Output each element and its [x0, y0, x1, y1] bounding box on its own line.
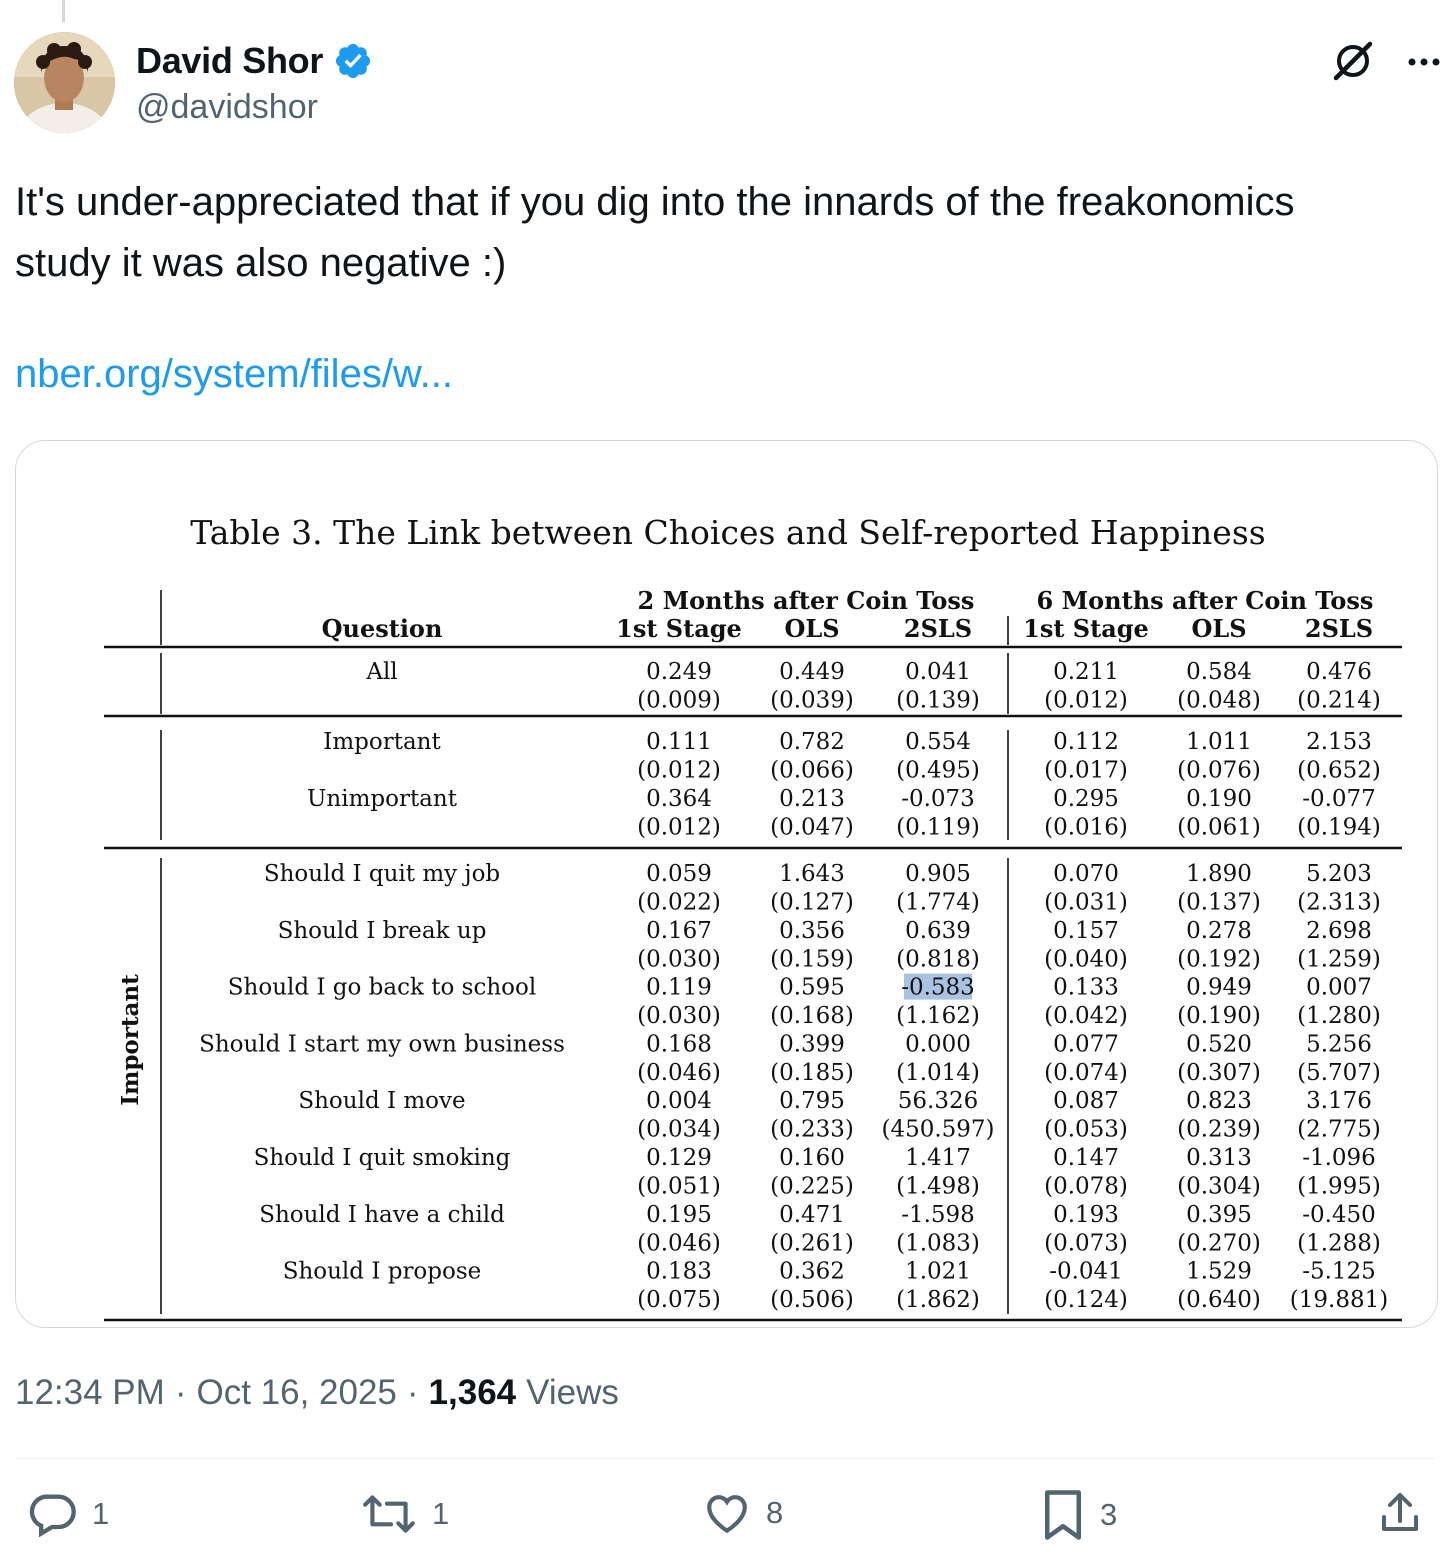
cell-value: 0.949 [1186, 974, 1252, 1001]
cell-value: -1.096 [1302, 1145, 1376, 1171]
tweet-date[interactable]: Oct 16, 2025 [196, 1373, 397, 1412]
views-count: 1,364 [428, 1373, 517, 1412]
cell-std-error: (1.288) [1297, 1230, 1381, 1257]
cell-value: 0.554 [905, 729, 971, 755]
repost-icon [360, 1488, 418, 1540]
cell-std-error: (0.051) [637, 1173, 721, 1200]
cell-value: 0.399 [779, 1031, 845, 1058]
cell-std-error: (0.192) [1177, 946, 1261, 973]
cell-std-error: (0.239) [1177, 1116, 1261, 1143]
cell-value: -0.450 [1302, 1201, 1376, 1228]
column-header: OLS [784, 614, 840, 643]
cell-std-error: (0.261) [770, 1230, 854, 1257]
cell-value: 0.119 [646, 974, 712, 1001]
cell-std-error: (0.009) [637, 687, 721, 714]
cell-value: 5.256 [1306, 1031, 1372, 1058]
cell-value: 0.190 [1186, 785, 1252, 812]
column-header: 2SLS [903, 614, 973, 643]
cell-std-error: (0.075) [637, 1287, 721, 1314]
cell-value: 0.193 [1053, 1201, 1119, 1228]
cell-std-error: (0.040) [1044, 946, 1128, 973]
cell-std-error: (19.881) [1289, 1287, 1389, 1314]
cell-value: 2.698 [1306, 917, 1372, 944]
action-bar [0, 1488, 1456, 1554]
cell-value: 0.295 [1053, 785, 1119, 812]
cell-std-error: (0.185) [770, 1059, 854, 1086]
cell-value: 0.129 [646, 1145, 712, 1171]
cell-value: 0.449 [779, 659, 845, 685]
cell-std-error: (0.030) [637, 1003, 721, 1030]
row-label: All [366, 659, 398, 685]
cell-value: 1.021 [905, 1258, 971, 1285]
cell-std-error: (1.862) [896, 1287, 980, 1314]
group-header-6-months: 6 Months after Coin Toss [1036, 586, 1374, 615]
cell-std-error: (0.048) [1177, 687, 1261, 714]
cell-std-error: (0.159) [770, 946, 854, 973]
cell-value: 0.905 [905, 861, 971, 887]
cell-value: 0.183 [646, 1258, 712, 1285]
cell-value: 0.195 [646, 1201, 712, 1228]
cell-std-error: (1.083) [896, 1230, 980, 1257]
cell-value: 0.112 [1053, 729, 1119, 755]
cell-std-error: (0.012) [1044, 687, 1128, 714]
share-button[interactable] [1376, 1488, 1424, 1538]
cell-value: 2.153 [1306, 729, 1372, 755]
bookmark-icon [1040, 1488, 1086, 1542]
cell-std-error: (0.652) [1297, 757, 1381, 784]
cell-value: 0.639 [905, 917, 971, 944]
cell-value: -5.125 [1302, 1258, 1376, 1285]
row-label: Unimportant [307, 785, 457, 812]
cell-value: 5.203 [1306, 861, 1372, 887]
tweet-text-line: It's under-appreciated that if you dig into the innards of the freakonomics [15, 180, 1295, 224]
cell-std-error: (0.046) [637, 1059, 721, 1086]
column-header: 1st Stage [616, 614, 742, 643]
row-label: Should I go back to school [227, 974, 537, 1001]
cell-std-error: (1.162) [896, 1003, 980, 1030]
cell-std-error: (1.498) [896, 1173, 980, 1200]
row-label: Should I break up [277, 917, 487, 944]
cell-value: 0.584 [1186, 659, 1252, 685]
cell-value: 0.313 [1186, 1145, 1252, 1171]
cell-value: 0.520 [1186, 1031, 1252, 1058]
repost-count: 1 [432, 1496, 450, 1531]
cell-std-error: (0.017) [1044, 757, 1128, 784]
row-label: Should I have a child [259, 1201, 505, 1228]
cell-value: 0.362 [779, 1258, 845, 1285]
cell-std-error: (0.012) [637, 757, 721, 784]
cell-std-error: (0.053) [1044, 1116, 1128, 1143]
cell-value: 0.111 [646, 729, 712, 755]
cell-value: 0.070 [1053, 861, 1119, 887]
cell-value: 0.077 [1053, 1031, 1119, 1058]
cell-value: 0.278 [1186, 917, 1252, 944]
cell-value: 0.147 [1053, 1145, 1119, 1171]
cell-value: 0.133 [1053, 974, 1119, 1001]
cell-std-error: (0.139) [896, 687, 980, 714]
cell-std-error: (0.046) [637, 1230, 721, 1257]
cell-value: 0.168 [646, 1031, 712, 1058]
cell-value: 0.211 [1053, 659, 1119, 685]
cell-std-error: (0.076) [1177, 757, 1261, 784]
cell-std-error: (0.818) [896, 946, 980, 973]
cell-std-error: (0.127) [770, 889, 854, 916]
tweet-text-line: study it was also negative :) [15, 241, 507, 285]
cell-std-error: (0.066) [770, 757, 854, 784]
bookmark-count: 3 [1100, 1497, 1118, 1532]
cell-std-error: (0.137) [1177, 889, 1261, 916]
cell-value: -0.073 [901, 785, 975, 812]
cell-std-error: (0.307) [1177, 1059, 1261, 1086]
table-title: Table 3. The Link between Choices and Self-reported Happiness [190, 513, 1266, 552]
row-label: Important [323, 729, 441, 755]
cell-value: -0.583 [901, 974, 975, 1001]
tweet-time[interactable]: 12:34 PM [15, 1373, 165, 1412]
cell-value: 0.087 [1053, 1088, 1119, 1115]
cell-value: 0.004 [646, 1088, 712, 1115]
reply-button[interactable] [26, 1488, 109, 1540]
cell-value: -0.077 [1302, 785, 1376, 812]
cell-std-error: (1.259) [1297, 946, 1381, 973]
cell-value: 0.823 [1186, 1088, 1252, 1115]
cell-std-error: (0.061) [1177, 814, 1261, 841]
cell-value: 0.213 [779, 785, 845, 812]
cell-value: 0.160 [779, 1145, 845, 1171]
cell-std-error: (1.014) [896, 1059, 980, 1086]
cell-std-error: (0.233) [770, 1116, 854, 1143]
tweet-link[interactable]: nber.org/system/files/w... [15, 352, 453, 396]
cell-std-error: (0.016) [1044, 814, 1128, 841]
group-header-2-months: 2 Months after Coin Toss [637, 586, 975, 615]
cell-std-error: (5.707) [1297, 1059, 1381, 1086]
cell-std-error: (0.640) [1177, 1287, 1261, 1314]
column-header: OLS [1191, 614, 1247, 643]
cell-value: 0.782 [779, 729, 845, 755]
cell-std-error: (2.313) [1297, 889, 1381, 916]
row-label: Should I quit my job [263, 861, 501, 887]
row-label: Should I quit smoking [253, 1145, 511, 1171]
cell-value: -1.598 [901, 1201, 975, 1228]
cell-value: 56.326 [897, 1088, 979, 1115]
reply-icon [26, 1488, 78, 1540]
cell-std-error: (0.074) [1044, 1059, 1128, 1086]
cell-std-error: (0.031) [1044, 889, 1128, 916]
cell-value: 3.176 [1306, 1088, 1372, 1115]
cell-std-error: (0.304) [1177, 1173, 1261, 1200]
author-display-name[interactable]: David Shor [136, 40, 324, 81]
cell-value: 0.795 [779, 1088, 845, 1115]
cell-value: 0.059 [646, 861, 712, 887]
author-handle[interactable]: @davidshor [136, 88, 318, 126]
cell-std-error: (0.270) [1177, 1230, 1261, 1257]
meta-separator: · [174, 1373, 187, 1412]
cell-std-error: (0.022) [637, 889, 721, 916]
side-label-important: Important [117, 974, 144, 1106]
cell-value: 0.595 [779, 974, 845, 1001]
cell-value: 0.356 [779, 917, 845, 944]
cell-value: 0.041 [905, 659, 971, 685]
row-label: Should I start my own business [199, 1031, 565, 1058]
cell-std-error: (0.047) [770, 814, 854, 841]
cell-std-error: (1.995) [1297, 1173, 1381, 1200]
cell-std-error: (0.042) [1044, 1003, 1128, 1030]
timestamp-row [15, 1373, 619, 1413]
cell-std-error: (0.012) [637, 814, 721, 841]
like-icon [702, 1488, 752, 1538]
cell-std-error: (0.190) [1177, 1003, 1261, 1030]
cell-value: 0.471 [779, 1201, 845, 1228]
cell-std-error: (0.194) [1297, 814, 1381, 841]
cell-std-error: (0.034) [637, 1116, 721, 1143]
cell-value: 0.395 [1186, 1201, 1252, 1228]
cell-std-error: (0.119) [896, 814, 980, 841]
cell-std-error: (0.168) [770, 1003, 854, 1030]
cell-value: 1.011 [1186, 729, 1252, 755]
repost-button[interactable] [360, 1488, 449, 1540]
cell-std-error: (1.280) [1297, 1003, 1381, 1030]
cell-value: 0.007 [1306, 974, 1372, 1001]
column-header: 1st Stage [1023, 614, 1149, 643]
question-header: Question [321, 614, 443, 643]
cell-std-error: (2.775) [1297, 1116, 1381, 1143]
cell-std-error: (0.039) [770, 687, 854, 714]
cell-std-error: (450.597) [881, 1116, 995, 1143]
cell-value: 1.529 [1186, 1258, 1252, 1285]
like-button[interactable] [702, 1488, 783, 1538]
meta-separator: · [406, 1373, 419, 1412]
row-label: Should I move [298, 1088, 466, 1115]
bookmark-button[interactable] [1040, 1488, 1117, 1542]
cell-std-error: (0.124) [1044, 1287, 1128, 1314]
cell-std-error: (0.225) [770, 1173, 854, 1200]
cell-std-error: (0.073) [1044, 1230, 1128, 1257]
cell-std-error: (0.078) [1044, 1173, 1128, 1200]
cell-value: 0.249 [646, 659, 712, 685]
cell-value: 1.890 [1186, 861, 1252, 887]
cell-value: 0.364 [646, 785, 712, 812]
cell-std-error: (0.495) [896, 757, 980, 784]
cell-value: 0.167 [646, 917, 712, 944]
cell-value: 0.157 [1053, 917, 1119, 944]
cell-std-error: (0.506) [770, 1287, 854, 1314]
cell-value: 1.417 [905, 1145, 971, 1171]
cell-std-error: (0.214) [1297, 687, 1381, 714]
cell-value: 0.000 [905, 1031, 971, 1058]
cell-value: -0.041 [1049, 1258, 1123, 1285]
cell-std-error: (0.030) [637, 946, 721, 973]
cell-value: 1.643 [779, 861, 845, 887]
share-icon [1376, 1488, 1424, 1538]
column-header: 2SLS [1304, 614, 1374, 643]
reply-count: 1 [92, 1496, 110, 1531]
row-label: Should I propose [282, 1258, 482, 1285]
cell-std-error: (1.774) [896, 889, 980, 916]
views-label: Views [526, 1373, 619, 1412]
like-count: 8 [766, 1495, 784, 1530]
divider [15, 1458, 1436, 1459]
cell-value: 0.476 [1306, 659, 1372, 685]
